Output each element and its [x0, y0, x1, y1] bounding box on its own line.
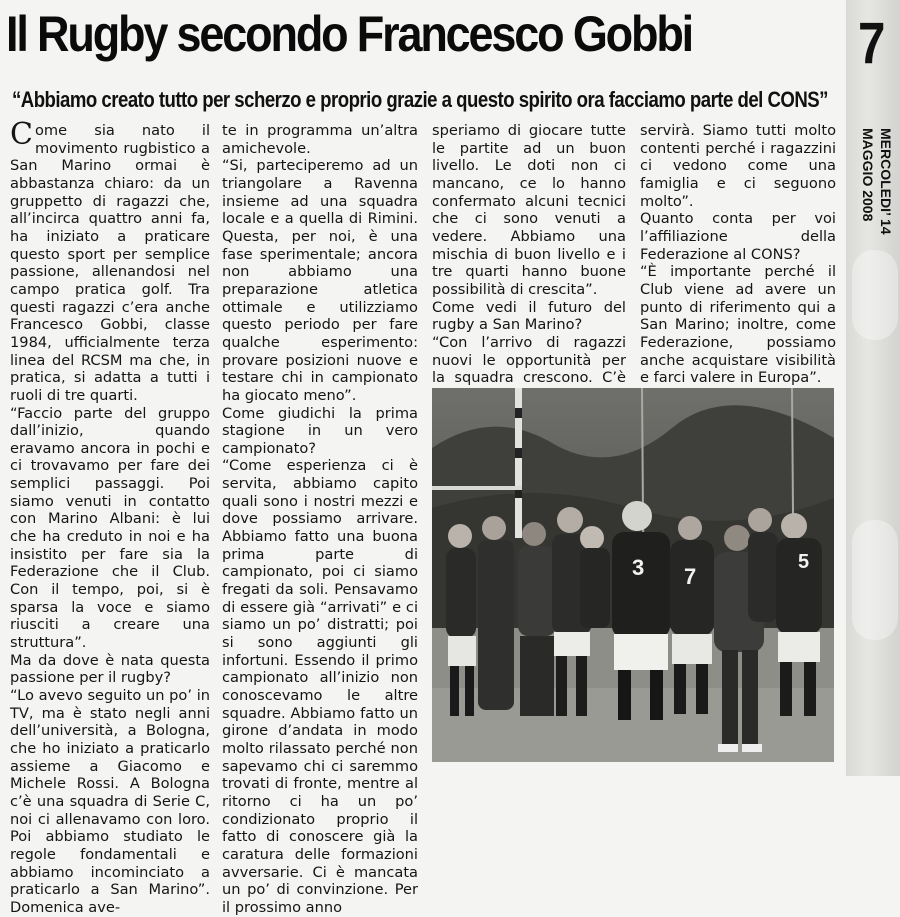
paragraph: “Si, parteciperemo ad un triangolare a Ravenna insieme ad una squadra locale e a quella di Rimini. Questa, per noi, è una fase sperimentale; ancora non abbiamo una preparazione atletica ottimale e utilizziamo questo periodo per fare qualche esperimento: provare posizioni nuove e testare chi in campionato ha giocato meno”.	[222, 157, 418, 404]
paragraph: “È importante perché il Club viene ad avere un punto di riferimento qui a San Marino; inoltre, come Federazione, possiamo anche acquistare visibilità e farci valere in Europa”.	[640, 263, 836, 387]
paragraph: servirà. Siamo tutti molto contenti perché i ragazzini ci vedono come una famiglia e ci seguono molto”.	[640, 122, 836, 210]
paragraph: “Come esperienza ci è servita, abbiamo capito quali sono i nostri mezzi e dove possiamo arrivare. Abbiamo fatto una buona prima parte di campionato, poi ci siamo fregati da soli. Pensavamo di essere già “arrivati” e ci siamo un po’ distratti; poi si sono aggiunti gli infortuni. Essendo il primo campionato all’inizio non conoscevamo le altre squadre. Abbiamo fatto un girone d’andata in modo molto rilassato perché non sapevamo chi ci saremmo trovati di fronte, mentre al ritorno ci ha un po’ condizionato proprio il fatto di conoscere già la caratura delle formazioni avversarie. Ci è mancata un po’ di convinzione. Per il prossimo anno	[222, 457, 418, 916]
photo-illustration	[432, 388, 834, 762]
issue-date-day: MERCOLEDI’ 14	[878, 128, 894, 235]
article-column-3	[432, 122, 626, 422]
article-column-1	[10, 117, 210, 917]
issue-date-month: MAGGIO 2008	[860, 128, 876, 222]
issue-date	[851, 128, 895, 278]
question: Come giudichi la prima stagione in un vero campionato?	[222, 404, 418, 457]
subheadline: “Abbiamo creato tutto per scherzo e proprio grazie a questo spirito ora facciamo parte del CONS”	[12, 87, 828, 112]
jersey-number-7: 7	[684, 564, 697, 589]
paragraph: “Lo avevo seguito un po’ in TV, ma è stato negli anni dell’università, a Bologna, che ho iniziato a praticarlo assieme a Giacomo e Michele Rossi. A Bologna c’è una squadra di Serie C, noi ci allenavamo con loro. Poi abbiamo studiato le regole fondamentali e abbiamo incominciato a praticarlo a San Marino”. Domenica ave-	[10, 687, 210, 916]
jersey-number-3: 3	[632, 555, 645, 580]
jersey-number-5: 5	[798, 551, 810, 573]
question: Quanto conta per voi l’affiliazione della Federazione al CONS?	[640, 210, 836, 263]
article-column-2	[222, 122, 418, 917]
article-column-4	[640, 122, 836, 387]
headline: Il Rugby secondo Francesco Gobbi	[6, 6, 692, 62]
paragraph: te in programma un’altra amichevole.	[222, 122, 418, 157]
question: Ma da dove è nata questa passione per il rugby?	[10, 651, 210, 687]
page-number: 7	[858, 11, 886, 76]
page-margin-band	[846, 0, 900, 776]
paragraph: Come sia nato il movimento rugbistico a San Marino ormai è abbastanza chiaro: da un gruppetto di ragazzi che, all’incirca quattro anni fa, ha iniziato a praticare questo sport per semplice passione, allenandosi nel campo pratica golf. Tra questi ragazzi c’era anche Francesco Gobbi, classe 1984, ufficialmente terza linea del RCSM ma che, in pratica, si adatta a tutti i ruoli di tre quarti.	[10, 117, 210, 404]
paragraph: speriamo di giocare tutte le partite ad un buon livello. Le doti non ci mancano, ce lo hanno confermato alcuni tecnici che ci sono venuti a vedere. Abbiamo una mischia di buon livello e i tre quarti hanno buone possibilità di crescita”.	[432, 122, 626, 298]
paragraph: “Faccio parte del gruppo dall’inizio, quando eravamo ancora in pochi e ci trovavamo per fare dei semplici passaggi. Poi siamo venuti in contatto con Marino Albani: è lui che ha creduto in noi e ha insistito per fare sia la Federazione che il Club. Con il tempo, poi, si è sparsa la voce e siamo riusciti a creare una struttura”.	[10, 404, 210, 652]
question: Come vedi il futuro del rugby a San Marino?	[432, 298, 626, 334]
team-huddle-photo	[432, 388, 834, 762]
paragraph: “Con l’arrivo di ragazzi nuovi le opportunità per la squadra crescono. C’è	[432, 333, 626, 387]
